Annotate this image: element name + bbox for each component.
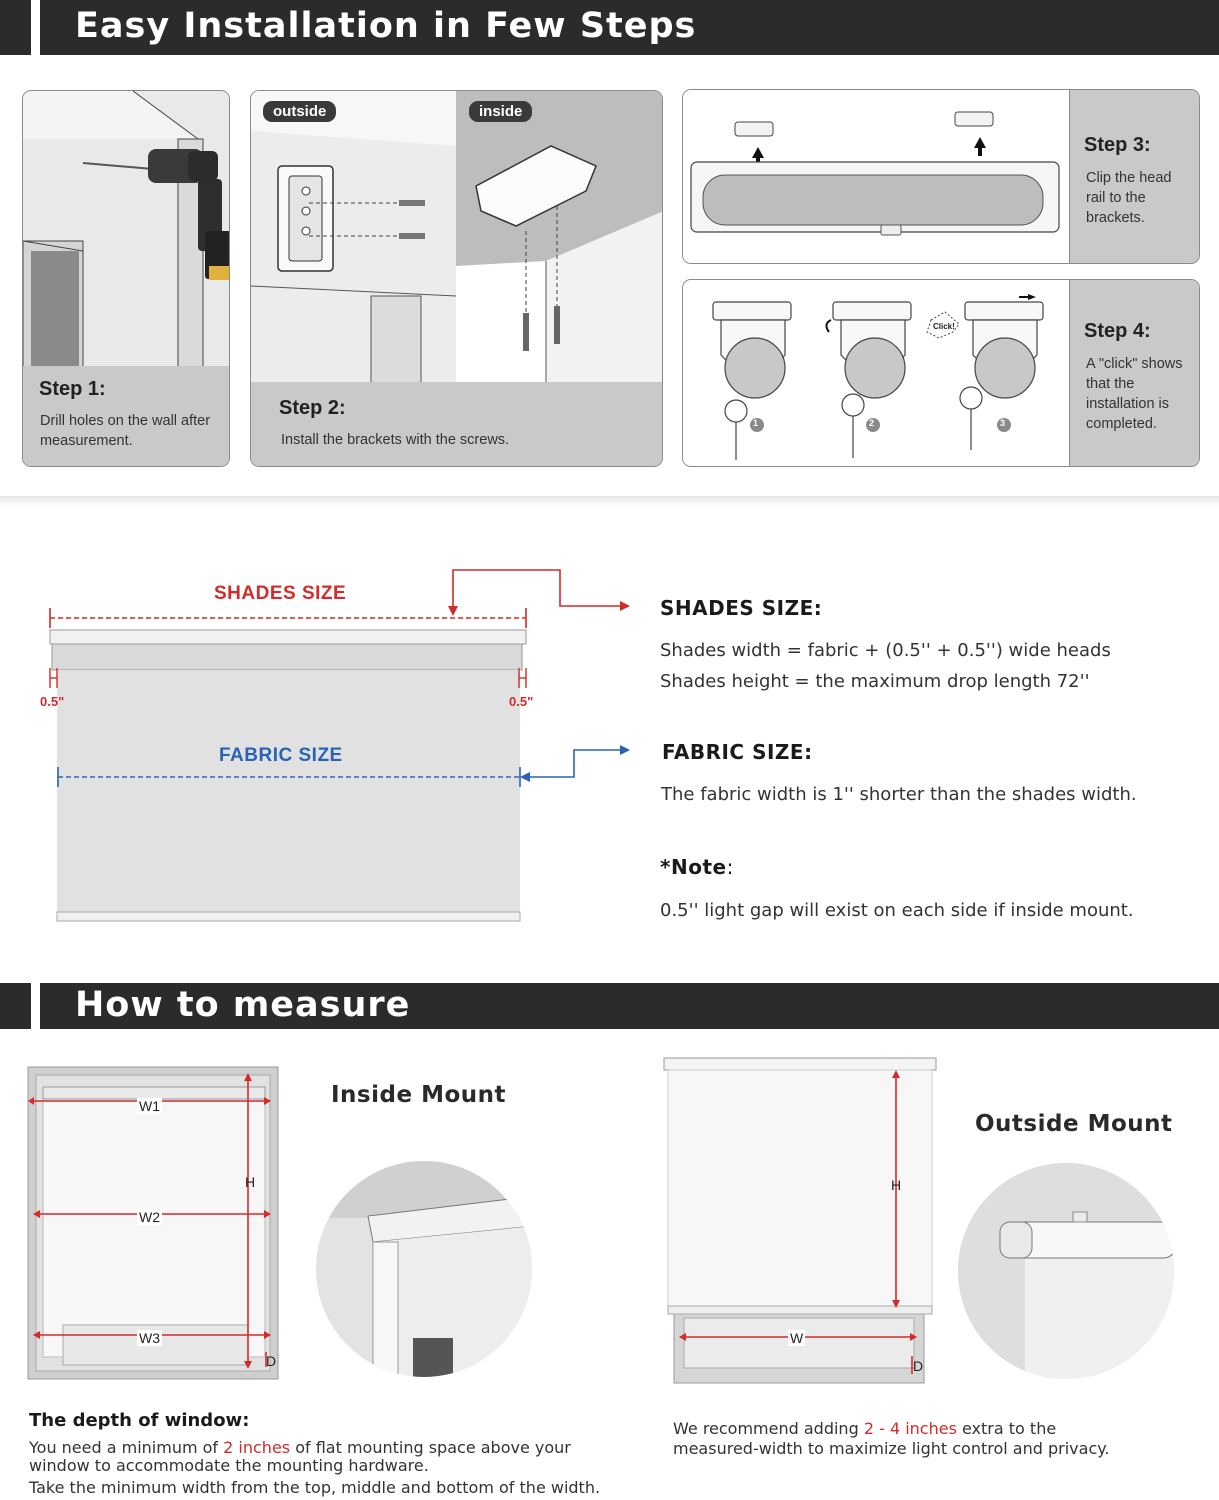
fabric-size-label: FABRIC SIZE bbox=[219, 745, 343, 766]
outside-h-label: H bbox=[891, 1177, 902, 1193]
inside-w1-label: W1 bbox=[139, 1098, 160, 1114]
step3-line1: Clip the head bbox=[1086, 170, 1172, 186]
gap-left-label: 0.5" bbox=[40, 694, 65, 709]
banner-lead-block bbox=[0, 983, 31, 1029]
note-colon: : bbox=[726, 855, 734, 879]
click-illustration bbox=[683, 280, 1071, 467]
section-banner-measure bbox=[0, 983, 1219, 1029]
outside-post: extra to the bbox=[956, 1419, 1057, 1438]
outside-text-line1 bbox=[673, 1420, 1056, 1438]
step4-line2: that the bbox=[1086, 376, 1135, 392]
outside-mount-closeup bbox=[955, 1160, 1177, 1382]
section-title-install: Easy Installation in Few Steps bbox=[75, 6, 697, 46]
fabric-width-rule: The fabric width is 1'' shorter than the shades width. bbox=[661, 784, 1137, 805]
step2-caption bbox=[251, 382, 662, 466]
inside-mount-closeup bbox=[313, 1158, 535, 1380]
outside-w-label: W bbox=[790, 1330, 804, 1346]
step3-line2: rail to the bbox=[1086, 190, 1146, 206]
step4-badge-1: 1 bbox=[753, 418, 759, 428]
inside-mount-title: Inside Mount bbox=[331, 1082, 507, 1108]
section-title-measure: How to measure bbox=[75, 985, 411, 1025]
depth-text-line3: Take the minimum width from the top, middle and bottom of the width. bbox=[29, 1478, 601, 1497]
step4-card bbox=[682, 279, 1200, 467]
step2-heading: Step 2: bbox=[279, 397, 346, 419]
shades-height-rule: Shades height = the maximum drop length 72'' bbox=[660, 671, 1090, 692]
inside-w2-label: W2 bbox=[139, 1209, 160, 1225]
section-divider bbox=[0, 496, 1219, 506]
step3-heading: Step 3: bbox=[1084, 134, 1151, 156]
bracket-illustration bbox=[251, 91, 663, 383]
shades-size-heading: SHADES SIZE: bbox=[660, 596, 823, 620]
outside-badge: outside bbox=[263, 101, 336, 122]
step1-line1: Drill holes on the wall after bbox=[40, 413, 211, 429]
note-star: *Note bbox=[660, 855, 727, 879]
step4-heading: Step 4: bbox=[1084, 320, 1151, 342]
step1-heading: Step 1: bbox=[39, 378, 106, 400]
step3-card bbox=[682, 89, 1200, 264]
step4-badge-2: 2 bbox=[869, 418, 875, 428]
note-heading bbox=[660, 855, 734, 879]
shades-width-rule: Shades width = fabric + (0.5'' + 0.5'') wide heads bbox=[660, 640, 1111, 661]
shades-size-label: SHADES SIZE bbox=[214, 583, 347, 604]
note-text: 0.5'' light gap will exist on each side if inside mount. bbox=[660, 900, 1134, 921]
step4-caption bbox=[1069, 280, 1199, 466]
inside-badge: inside bbox=[469, 101, 532, 122]
drill-illustration bbox=[23, 91, 230, 371]
depth-heading: The depth of window: bbox=[29, 1410, 250, 1431]
section-banner-install bbox=[0, 0, 1219, 55]
step4-line1: A "click" shows bbox=[1086, 356, 1183, 372]
step2-card bbox=[250, 90, 663, 467]
step4-badge-3: 3 bbox=[1000, 418, 1006, 428]
step4-line4: completed. bbox=[1086, 416, 1157, 432]
outside-d-label: D bbox=[913, 1358, 924, 1374]
depth-text-line2: window to accommodate the mounting hardware. bbox=[29, 1456, 429, 1475]
outside-highlight: 2 - 4 inches bbox=[863, 1419, 957, 1438]
step4-line3: installation is bbox=[1086, 396, 1170, 412]
outside-text-line2: measured-width to maximize light control and privacy. bbox=[673, 1439, 1110, 1458]
banner-lead-block bbox=[0, 0, 31, 55]
step2-text: Install the brackets with the screws. bbox=[281, 432, 510, 448]
step1-caption bbox=[23, 366, 229, 466]
inside-h-label: H bbox=[245, 1174, 256, 1190]
depth-text-line1 bbox=[29, 1439, 571, 1457]
headrail-illustration bbox=[683, 90, 1071, 264]
gap-right-label: 0.5" bbox=[509, 694, 534, 709]
depth-post: of flat mounting space above your bbox=[290, 1438, 571, 1457]
inside-w3-label: W3 bbox=[139, 1330, 160, 1346]
outside-mount-title: Outside Mount bbox=[975, 1111, 1173, 1137]
outside-pre: We recommend adding bbox=[673, 1419, 864, 1438]
step1-line2: measurement. bbox=[40, 433, 133, 449]
inside-d-label: D bbox=[266, 1353, 277, 1369]
fabric-size-heading: FABRIC SIZE: bbox=[662, 740, 813, 764]
step3-line3: brackets. bbox=[1086, 210, 1145, 226]
step3-caption bbox=[1069, 90, 1199, 263]
depth-highlight: 2 inches bbox=[223, 1438, 291, 1457]
depth-pre: You need a minimum of bbox=[29, 1438, 224, 1457]
step1-card bbox=[22, 90, 230, 467]
click-callout: Click! bbox=[933, 322, 955, 331]
